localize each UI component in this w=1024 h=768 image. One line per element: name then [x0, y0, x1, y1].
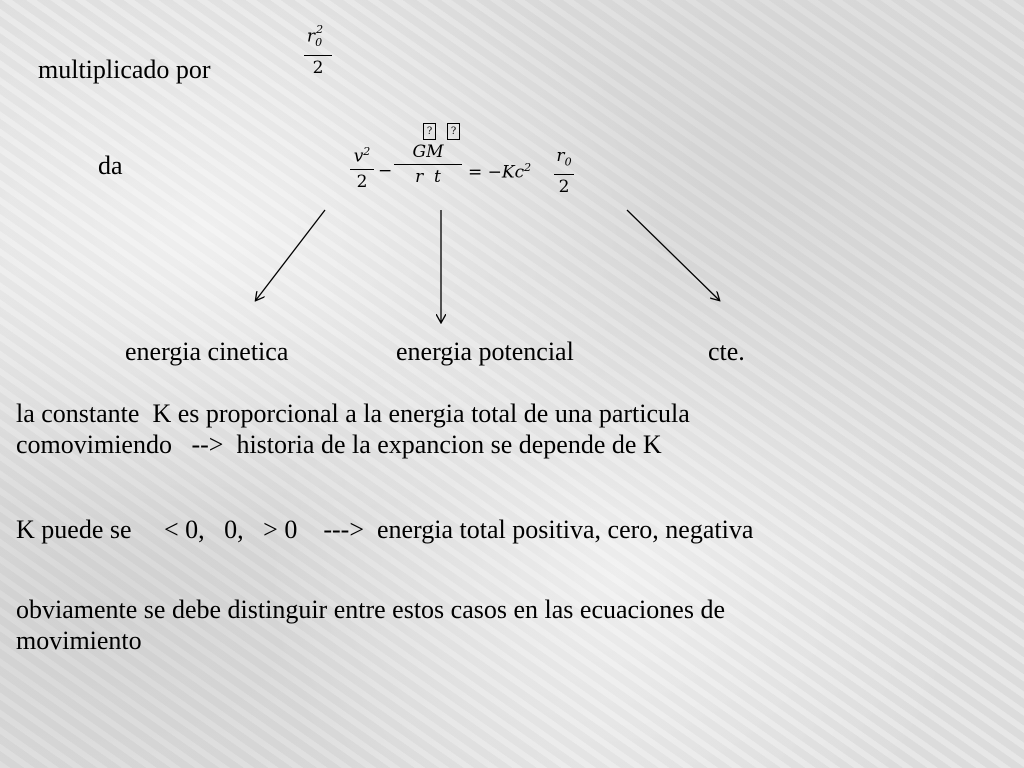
- factor-denominator: 2: [312, 58, 324, 79]
- potential-term-numerator: GM: [412, 142, 444, 162]
- label-potential-energy: energia potencial: [396, 337, 574, 366]
- paragraph-line: obviamente se debe distinguir entre estos casos en las ecuaciones de: [16, 595, 725, 624]
- factor-numerator: $r_0^2$: [306, 23, 324, 50]
- r0-numerator: $r_0$: [556, 146, 572, 169]
- paragraph-line: K puede se < 0, 0, > 0 ---> energia total positiva, cero, negativa: [16, 515, 754, 544]
- kinetic-term-numerator: $v^2$: [353, 145, 371, 167]
- r0-denominator: 2: [558, 177, 570, 198]
- multiplicado-label: multiplicado por: [38, 55, 211, 84]
- unknown-glyph-icon: ?: [447, 123, 460, 140]
- label-constant: cte.: [708, 337, 745, 366]
- paragraph-constant-k: [16, 398, 1016, 460]
- kinetic-term-denominator: 2: [356, 171, 368, 192]
- arrow-to-kinetic: [256, 210, 325, 300]
- paragraph-k-cases: [16, 514, 1016, 545]
- potential-term-denominator: r t: [415, 167, 441, 187]
- paragraph-line: la constante K es proporcional a la energia total de una particula: [16, 399, 690, 428]
- da-label: da: [98, 151, 123, 180]
- paragraph-line: movimiento: [16, 626, 142, 655]
- minus-sign: −: [378, 161, 393, 181]
- label-kinetic-energy: energia cinetica: [125, 337, 289, 366]
- equals-term: = $-Kc^2$: [468, 161, 532, 183]
- paragraph-distinguish: [16, 594, 1016, 656]
- paragraph-line: comovimiendo --> historia de la expancion se depende de K: [16, 430, 662, 459]
- arrow-to-constant: [627, 210, 719, 300]
- unknown-glyph-icon: ?: [423, 123, 436, 140]
